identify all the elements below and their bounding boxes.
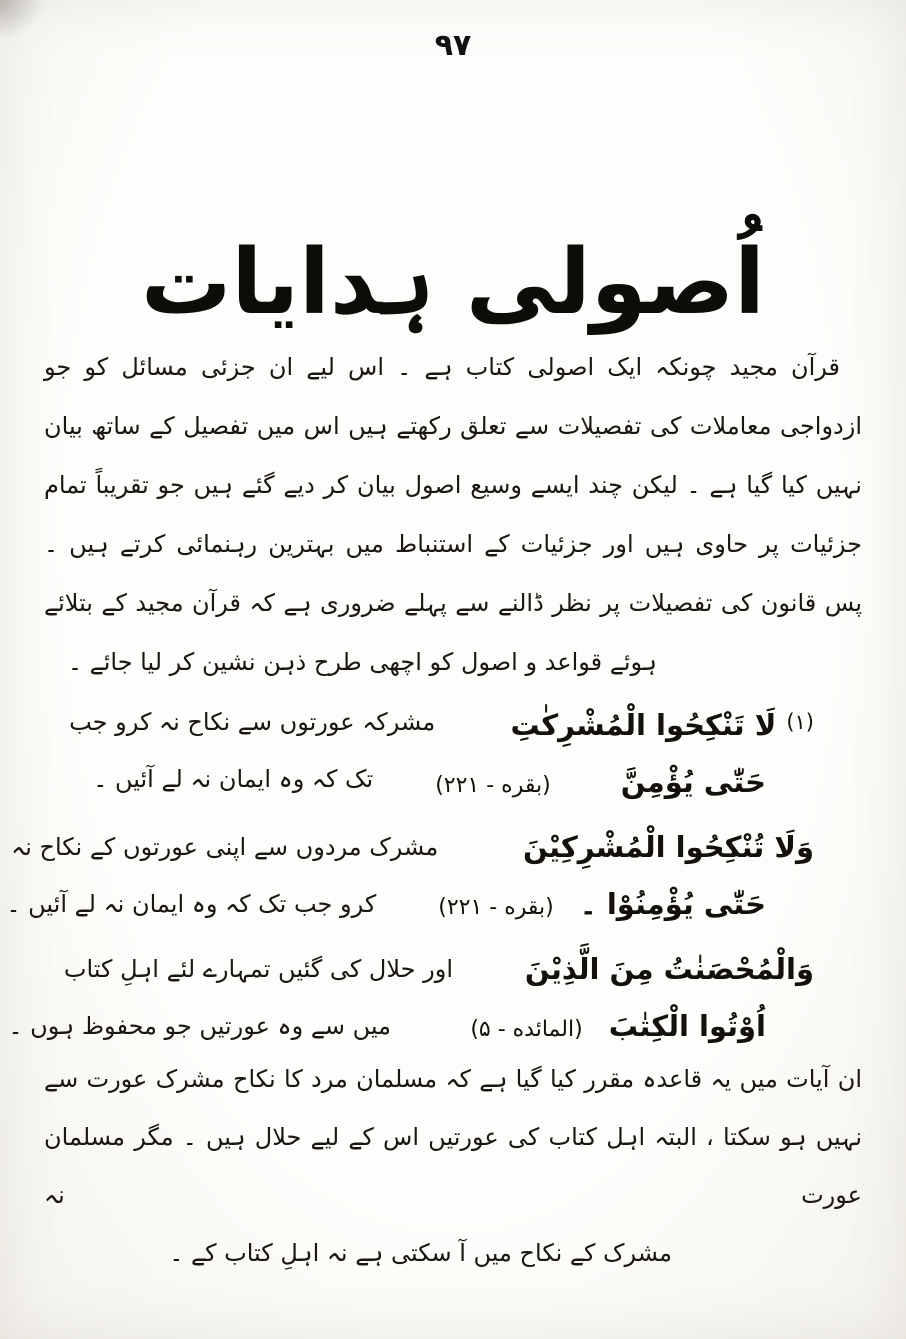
translation-line: کرو جب تک کہ وہ ایمان نہ لے آئیں ۔: [6, 890, 377, 918]
quran-quotes-section: [6, 694, 862, 1063]
paragraph-line: جزئیات پر حاوی ہیں اور جزئیات کے استنباط میں بہترین رہنمائی کرتے ہیں ۔: [44, 530, 862, 558]
quote-row: [8, 941, 862, 1058]
urdu-translation: [8, 941, 453, 1054]
arabic-quote-line: [435, 694, 814, 754]
arabic-quote-text: وَالْمُحْصَنٰتُ مِنَ الَّذِيْنَ: [524, 952, 814, 986]
arabic-quote-text: اُوْتُوا الْكِتٰبَ: [608, 1009, 766, 1043]
quote-number-marker: (۱): [786, 710, 814, 734]
verse-reference: (المائده - ۵): [470, 1017, 583, 1042]
arabic-quote: [435, 694, 862, 814]
arabic-quote-line: [453, 998, 766, 1058]
arabic-quote-line: [438, 819, 814, 876]
paragraph-line: نہیں کیا گیا ہے ۔ لیکن چند ایسے وسیع اصول بیان کر دیے گئے ہیں جو تقریباً تمام: [44, 471, 862, 499]
translation-line: میں سے وہ عورتیں جو محفوظ ہوں ۔: [8, 1012, 391, 1040]
arabic-quote-text: لَا تَنْكِحُوا الْمُشْرِكٰتِ: [510, 708, 777, 742]
translation-line: مشرک مردوں سے اپنی عورتوں کے نکاح نہ: [11, 833, 439, 861]
arabic-quote: [453, 941, 862, 1058]
verse-reference: (بقره - ۲۲۱): [438, 895, 554, 920]
translation-line: تک کہ وہ ایمان نہ لے آئیں ۔: [93, 765, 374, 793]
urdu-translation: [6, 819, 438, 932]
paragraph-line: پس قانون کی تفصیلات پر نظر ڈالنے سے پہلے ضروری ہے کہ قرآن مجید کے بتلائے: [44, 589, 862, 617]
translation-line: مشرکہ عورتوں سے نکاح نہ کرو جب: [69, 708, 436, 736]
arabic-quote-line: [438, 876, 766, 936]
closing-paragraph: [44, 1050, 862, 1282]
verse-reference: (بقره - ۲۲۱): [435, 773, 551, 798]
translation-line: اور حلال کی گئیں تمہارے لئے اہلِ کتاب: [63, 955, 453, 983]
quote-row: [6, 819, 862, 936]
arabic-quote-text: وَلَا تُنْكِحُوا الْمُشْرِكِيْنَ: [522, 830, 814, 864]
urdu-translation: [26, 694, 435, 807]
paragraph-line: قرآن مجید چونکہ ایک اصولی کتاب ہے ۔ اس لیے ان جزئی مسائل کو جو: [44, 353, 840, 381]
paragraph-line: ازدواجی معاملات کی تفصیلات سے تعلق رکھتے ہیں اس میں تفصیل کے ساتھ بیان: [44, 412, 862, 440]
arabic-quote-line: [435, 754, 766, 814]
paragraph-line: ان آیات میں یہ قاعدہ مقرر کیا گیا ہے کہ مسلمان مرد کا نکاح مشرک عورت سے: [44, 1065, 862, 1093]
paragraph-line: ہوئے قواعد و اصول کو اچھی طرح ذہن نشین کر لیا جائے ۔: [67, 648, 657, 676]
arabic-quote-text: حَتّٰى يُؤْمِنُوْا ۔: [579, 887, 766, 921]
arabic-quote-text: حَتّٰى يُؤْمِنَّ: [620, 765, 766, 799]
page-number: ۹۷: [434, 28, 472, 63]
quote-row: [44, 694, 862, 814]
paragraph-line: مشرک کے نکاح میں آ سکتی ہے نہ اہلِ کتاب کے ۔: [169, 1239, 672, 1267]
page-title: اُصولی ہدایات: [140, 230, 766, 336]
intro-paragraph: [44, 338, 862, 692]
arabic-quote-line: [453, 941, 814, 998]
arabic-quote: [438, 819, 862, 936]
paragraph-line: نہیں ہو سکتا ، البتہ اہل کتاب کی عورتیں اس کے لیے حلال ہیں ۔ مگر مسلمان عورت نہ: [44, 1123, 862, 1209]
